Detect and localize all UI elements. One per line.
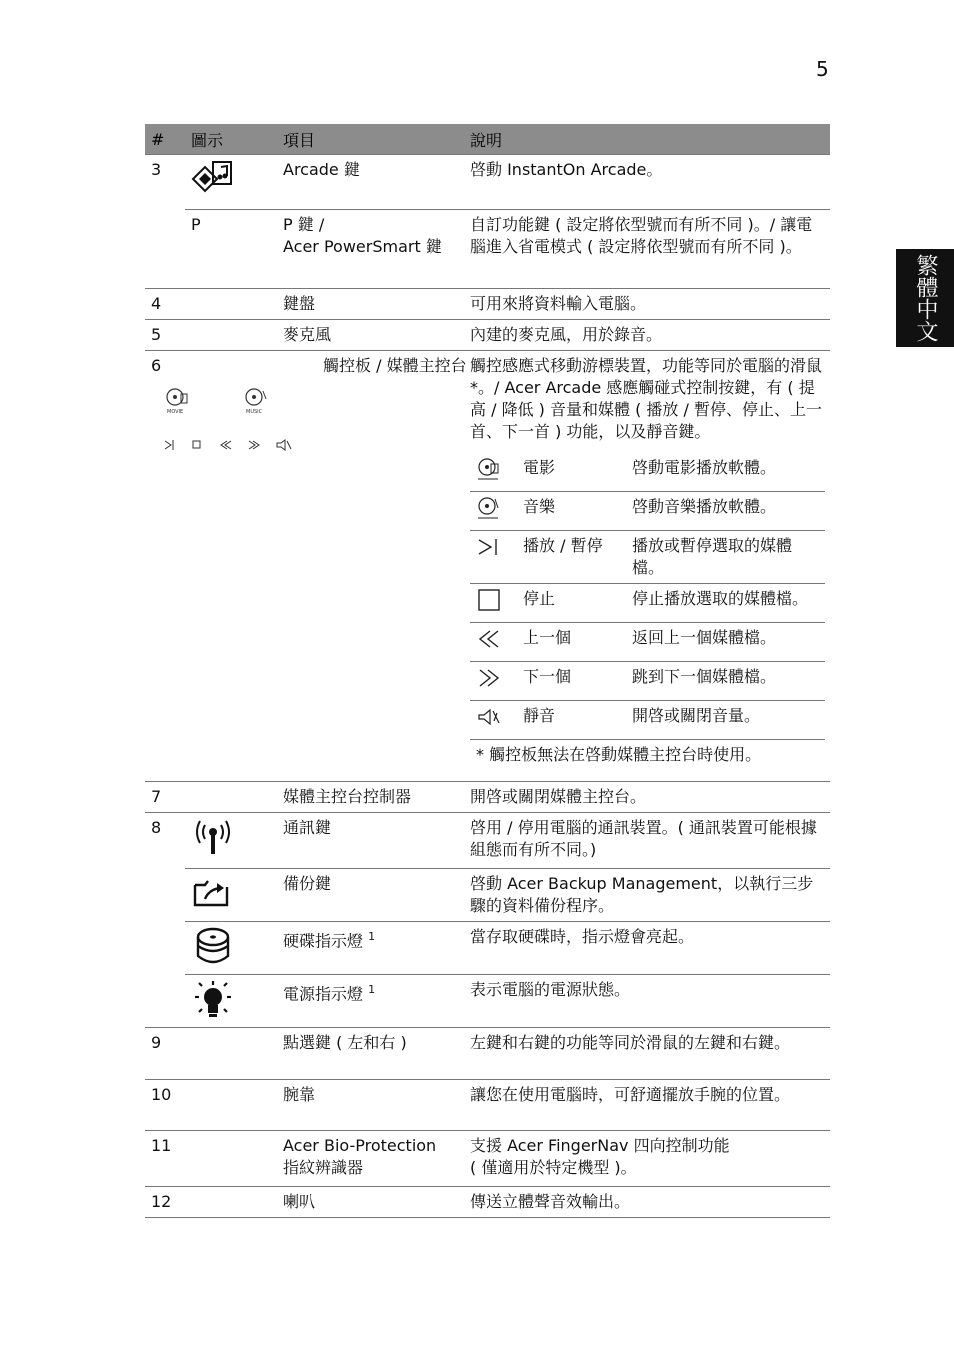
table-row: [145, 922, 830, 975]
row-num: [145, 869, 185, 922]
header-icon: 圖示: [185, 124, 277, 155]
stop-icon: [476, 588, 502, 612]
hard-disk-icon: [191, 926, 235, 968]
keyboard-components-table: [145, 124, 830, 1218]
media-desc: 播放或暫停選取的媒體檔。: [626, 531, 825, 584]
item-text: 電源指示燈: [283, 984, 364, 1004]
row-item: 麥克風: [277, 320, 464, 351]
note-row: [470, 740, 825, 775]
touchpad-note: * 觸控板無法在啓動媒體主控台時使用。: [470, 740, 825, 775]
row-num: [145, 975, 185, 1028]
media-icon-cell: [470, 584, 517, 623]
table-row: [145, 975, 830, 1028]
media-row: [470, 531, 825, 584]
music-icon-label: MUSIC: [246, 409, 263, 415]
row-num: [145, 922, 185, 975]
media-row: [470, 453, 825, 492]
row-item: 喇叭: [277, 1187, 464, 1218]
media-name: 電影: [523, 458, 556, 477]
row-item: 媒體主控台控制器: [277, 782, 464, 813]
page-number: 5: [816, 57, 829, 81]
media-row: [470, 701, 825, 740]
media-icon-cell: [470, 492, 517, 531]
table-row: [145, 1028, 830, 1080]
media-name: 下一個: [517, 662, 626, 701]
media-desc: 啓動電影播放軟體。: [632, 458, 777, 477]
media-name: 上一個: [517, 623, 626, 662]
row-desc: 可用來將資料輸入電腦。: [464, 289, 830, 320]
row-item: Arcade 鍵: [277, 155, 464, 210]
item-text: 硬碟指示燈: [283, 931, 364, 951]
row-num: 10: [145, 1080, 185, 1131]
row-num: [145, 210, 185, 289]
item-line: Acer Bio-Protection: [283, 1136, 437, 1155]
row-num: 5: [145, 320, 185, 351]
media-controls-table: [470, 453, 825, 774]
row-num: 9: [145, 1028, 185, 1080]
row-desc: 啓用 / 停用電腦的通訊裝置。( 通訊裝置可能根據組態而有所不同。): [464, 813, 830, 869]
media-icon-cell: [470, 662, 517, 701]
p-key-label: P: [191, 215, 201, 234]
media-icon-cell: [470, 701, 517, 740]
row-num: 11: [145, 1131, 185, 1187]
row-num: 8: [145, 813, 185, 869]
backup-icon: [191, 873, 235, 909]
power-indicator-icon: [191, 979, 235, 1021]
row-desc: 讓您在使用電腦時，可舒適擺放手腕的位置。: [464, 1080, 830, 1131]
icon-cell: [185, 1028, 277, 1080]
media-console-icons: [163, 385, 303, 455]
item-line: Acer PowerSmart 鍵: [283, 237, 442, 256]
row-item: 鍵盤: [277, 289, 464, 320]
media-icon-cell: [470, 453, 517, 492]
media-row: [470, 584, 825, 623]
header-num: #: [145, 124, 185, 155]
desc-line: 支援 Acer FingerNav 四向控制功能: [470, 1136, 730, 1155]
icon-cell: [185, 813, 277, 869]
table-row: [145, 1131, 830, 1187]
row-item: [277, 975, 464, 1028]
item-cell: [167, 351, 467, 782]
icon-cell: [185, 289, 277, 320]
icon-cell: [185, 1080, 277, 1131]
icon-cell: [185, 320, 277, 351]
table-row: [145, 813, 830, 869]
icon-cell: [185, 975, 277, 1028]
row-desc: 內建的麥克風，用於錄音。: [464, 320, 830, 351]
touchpad-desc: 觸控感應式移動游標裝置，功能等同於電腦的滑鼠 *。/ Acer Arcade 感應觸碰式控制按鍵，有 ( 提高 / 降低 ) 音量和媒體 ( 播放 / 暫停、停止、上一首、下一首 ) 功能，以及靜音鍵。: [470, 356, 823, 441]
item-line: P 鍵 /: [283, 215, 325, 234]
table-row: [145, 782, 830, 813]
header-desc: 說明: [464, 124, 830, 155]
header-item: 項目: [277, 124, 464, 155]
table-row: [145, 1187, 830, 1218]
row-desc: 傳送立體聲音效輸出。: [464, 1187, 830, 1218]
icon-cell: [185, 782, 277, 813]
wireless-icon: [191, 817, 235, 857]
arcade-icon: [191, 159, 235, 195]
row-item: 點選鍵 ( 左和右 ): [277, 1028, 464, 1080]
icon-cell: [185, 922, 277, 975]
row-item: 觸控板 / 媒體主控台: [323, 356, 467, 375]
row-num: 3: [145, 155, 185, 210]
desc-line: ( 僅適用於特定機型 )。: [470, 1158, 637, 1177]
row-desc: [464, 351, 830, 782]
row-desc: 表示電腦的電源狀態。: [464, 975, 830, 1028]
table-row: [145, 155, 830, 210]
row-num: 12: [145, 1187, 185, 1218]
music-icon: [476, 496, 502, 520]
icon-cell: [185, 869, 277, 922]
media-desc: 跳到下一個媒體檔。: [626, 662, 825, 701]
footnote-mark: 1: [368, 930, 376, 943]
media-name: 靜音: [517, 701, 626, 740]
table-row: [145, 1080, 830, 1131]
row-num: 7: [145, 782, 185, 813]
media-row: [470, 662, 825, 701]
row-item: [277, 210, 464, 289]
media-row: [470, 623, 825, 662]
media-desc: 啓動音樂播放軟體。: [626, 492, 825, 531]
row-desc: 啓動 InstantOn Arcade。: [464, 155, 830, 210]
footnote-mark: 1: [368, 983, 376, 996]
movie-icon: [476, 457, 502, 481]
row-item: [277, 1131, 464, 1187]
icon-cell: [185, 210, 277, 289]
icon-cell: [185, 1187, 277, 1218]
previous-icon: [476, 627, 502, 651]
row-desc: 開啓或關閉媒體主控台。: [464, 782, 830, 813]
table-row: [145, 351, 830, 782]
media-desc: 開啓或關閉音量。: [626, 701, 825, 740]
row-num: 4: [145, 289, 185, 320]
mute-icon: [476, 705, 502, 729]
row-desc: 啓動 Acer Backup Management，以執行三步驟的資料備份程序。: [464, 869, 830, 922]
row-item: [277, 922, 464, 975]
row-desc: [464, 1131, 830, 1187]
language-tab: 繁體中文: [896, 249, 954, 347]
media-name: 音樂: [517, 492, 626, 531]
media-desc: 停止播放選取的媒體檔。: [626, 584, 825, 623]
row-item: 備份鍵: [277, 869, 464, 922]
media-icon-cell: [470, 531, 517, 584]
row-item: 通訊鍵: [277, 813, 464, 869]
icon-cell: [185, 155, 277, 210]
media-name: 播放 / 暫停: [517, 531, 626, 584]
table-row: [145, 289, 830, 320]
row-desc: 當存取硬碟時，指示燈會亮起。: [464, 922, 830, 975]
media-row: [470, 492, 825, 531]
media-icon-cell: [470, 623, 517, 662]
table-row: [145, 869, 830, 922]
table-header-row: [145, 124, 830, 155]
row-num-text: 6: [151, 356, 162, 375]
row-item: 腕靠: [277, 1080, 464, 1131]
row-desc: 左鍵和右鍵的功能等同於滑鼠的左鍵和右鍵。: [464, 1028, 830, 1080]
media-icon-strip: [163, 385, 303, 455]
next-icon: [476, 666, 502, 690]
movie-icon-label: MOVIE: [167, 409, 184, 415]
media-desc: 返回上一個媒體檔。: [626, 623, 825, 662]
row-desc: 自訂功能鍵 ( 設定將依型號而有所不同 )。/ 讓電腦進入省電模式 ( 設定將依型號而有所不同 )。: [464, 210, 830, 289]
play-pause-icon: [476, 535, 502, 559]
item-line: 指紋辨識器: [283, 1158, 364, 1177]
table-row: [145, 320, 830, 351]
media-name: 停止: [517, 584, 626, 623]
table-row: [145, 210, 830, 289]
icon-cell: [185, 1131, 277, 1187]
